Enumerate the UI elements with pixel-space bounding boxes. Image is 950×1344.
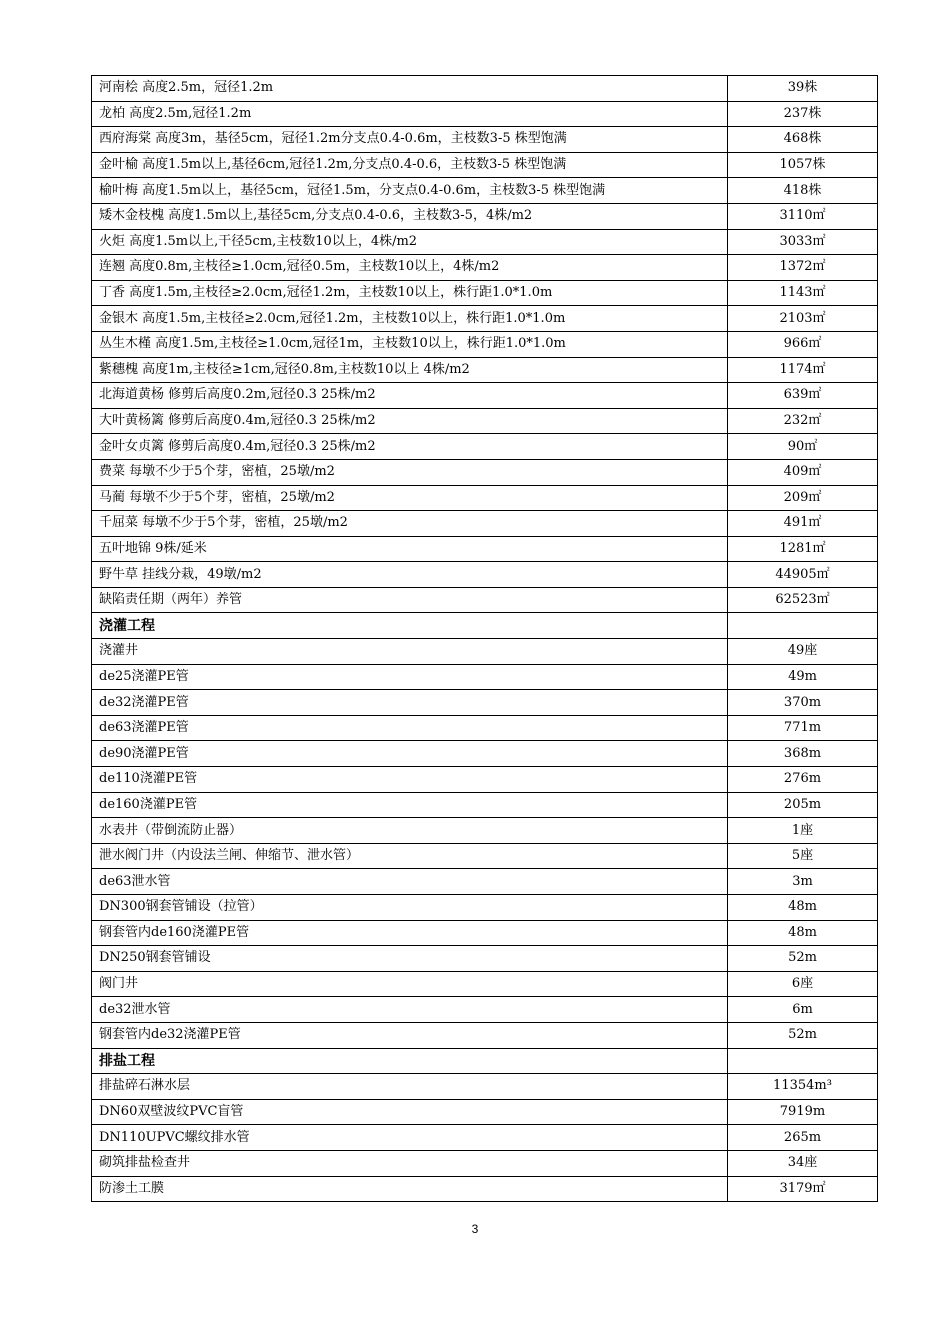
table-row — [92, 767, 878, 793]
item-quantity: 11354m³ — [728, 1074, 878, 1100]
item-quantity: 52m — [728, 1022, 878, 1048]
table-row — [92, 511, 878, 537]
item-description: de63浇灌PE管 — [92, 715, 728, 741]
item-quantity: 3033㎡ — [728, 229, 878, 255]
table-row — [92, 1074, 878, 1100]
item-description: DN300钢套管铺设（拉管） — [92, 895, 728, 921]
item-quantity: 6m — [728, 997, 878, 1023]
table-row — [92, 664, 878, 690]
item-description: 防渗土工膜 — [92, 1176, 728, 1202]
item-quantity: 3179㎡ — [728, 1176, 878, 1202]
table-row — [92, 997, 878, 1023]
item-description: 北海道黄杨 修剪后高度0.2m,冠径0.3 25株/m2 — [92, 383, 728, 409]
table-row — [92, 434, 878, 460]
table-row — [92, 152, 878, 178]
item-quantity: 2103㎡ — [728, 306, 878, 332]
table-row — [92, 715, 878, 741]
item-quantity: 418株 — [728, 178, 878, 204]
table-row — [92, 306, 878, 332]
item-quantity: 7919m — [728, 1099, 878, 1125]
table-row — [92, 690, 878, 716]
item-description: DN110UPVC螺纹排水管 — [92, 1125, 728, 1151]
item-quantity: 368m — [728, 741, 878, 767]
item-description: 缺陷责任期（两年）养管 — [92, 587, 728, 613]
table-row — [92, 895, 878, 921]
item-quantity: 771m — [728, 715, 878, 741]
item-description: 金银木 高度1.5m,主枝径≥2.0cm,冠径1.2m，主枝数10以上，株行距1.0*1.0m — [92, 306, 728, 332]
item-quantity: 209㎡ — [728, 485, 878, 511]
table-row — [92, 971, 878, 997]
item-description: 马蔺 每墩不少于5个芽，密植，25墩/m2 — [92, 485, 728, 511]
item-description: 金叶榆 高度1.5m以上,基径6cm,冠径1.2m,分支点0.4-0.6，主枝数3-5 株型饱满 — [92, 152, 728, 178]
table-row — [92, 229, 878, 255]
table-row — [92, 127, 878, 153]
table-row — [92, 331, 878, 357]
table-row — [92, 178, 878, 204]
table-row — [92, 843, 878, 869]
item-description: 河南桧 高度2.5m，冠径1.2m — [92, 76, 728, 102]
item-quantity: 1174㎡ — [728, 357, 878, 383]
item-quantity: 966㎡ — [728, 331, 878, 357]
table-row — [92, 1099, 878, 1125]
item-description: de32泄水管 — [92, 997, 728, 1023]
item-description: 费菜 每墩不少于5个芽，密植，25墩/m2 — [92, 459, 728, 485]
table-row — [92, 536, 878, 562]
item-quantity: 5座 — [728, 843, 878, 869]
table-row — [92, 459, 878, 485]
item-quantity: 370m — [728, 690, 878, 716]
item-description: 钢套管内de160浇灌PE管 — [92, 920, 728, 946]
item-description: de110浇灌PE管 — [92, 767, 728, 793]
page-number: 3 — [471, 1222, 479, 1236]
item-description: de63泄水管 — [92, 869, 728, 895]
item-description: DN60双壁波纹PVC盲管 — [92, 1099, 728, 1125]
item-description: 金叶女贞篱 修剪后高度0.4m,冠径0.3 25株/m2 — [92, 434, 728, 460]
item-quantity: 3110㎡ — [728, 203, 878, 229]
table-row — [92, 203, 878, 229]
item-quantity: 205m — [728, 792, 878, 818]
item-description: 野牛草 挂线分栽，49墩/m2 — [92, 562, 728, 588]
table-row — [92, 255, 878, 281]
table-row — [92, 869, 878, 895]
item-quantity: 1372㎡ — [728, 255, 878, 281]
item-quantity: 52m — [728, 946, 878, 972]
item-description: 泄水阀门井（内设法兰闸、伸缩节、泄水管） — [92, 843, 728, 869]
item-quantity: 276m — [728, 767, 878, 793]
item-quantity: 639㎡ — [728, 383, 878, 409]
item-quantity: 48m — [728, 895, 878, 921]
section-header-row — [92, 1048, 878, 1074]
item-description: 浇灌井 — [92, 639, 728, 665]
item-quantity: 468株 — [728, 127, 878, 153]
item-quantity: 265m — [728, 1125, 878, 1151]
item-description: de90浇灌PE管 — [92, 741, 728, 767]
table-row — [92, 562, 878, 588]
item-description: 紫穗槐 高度1m,主枝径≥1cm,冠径0.8m,主枝数10以上 4株/m2 — [92, 357, 728, 383]
quantity-table-body — [92, 76, 878, 1202]
item-description: 水表井（带倒流防止器） — [92, 818, 728, 844]
item-description: 千屈菜 每墩不少于5个芽，密植，25墩/m2 — [92, 511, 728, 537]
table-row — [92, 383, 878, 409]
item-quantity: 49m — [728, 664, 878, 690]
item-quantity: 48m — [728, 920, 878, 946]
quantity-table — [91, 75, 878, 1202]
table-row — [92, 101, 878, 127]
item-description: de160浇灌PE管 — [92, 792, 728, 818]
item-quantity: 49座 — [728, 639, 878, 665]
item-description: 阀门井 — [92, 971, 728, 997]
item-description: 榆叶梅 高度1.5m以上，基径5cm，冠径1.5m，分支点0.4-0.6m，主枝数3-5 株型饱满 — [92, 178, 728, 204]
item-description: 丁香 高度1.5m,主枝径≥2.0cm,冠径1.2m，主枝数10以上，株行距1.0*1.0m — [92, 280, 728, 306]
item-quantity — [728, 613, 878, 639]
item-description: 排盐碎石淋水层 — [92, 1074, 728, 1100]
item-quantity: 34座 — [728, 1150, 878, 1176]
item-description: 连翘 高度0.8m,主枝径≥1.0cm,冠径0.5m，主枝数10以上，4株/m2 — [92, 255, 728, 281]
table-row — [92, 408, 878, 434]
table-row — [92, 1125, 878, 1151]
item-quantity: 1座 — [728, 818, 878, 844]
table-row — [92, 280, 878, 306]
item-quantity: 3m — [728, 869, 878, 895]
item-description: 龙柏 高度2.5m,冠径1.2m — [92, 101, 728, 127]
item-description: 火炬 高度1.5m以上,干径5cm,主枝数10以上，4株/m2 — [92, 229, 728, 255]
item-quantity: 39株 — [728, 76, 878, 102]
item-quantity: 62523㎡ — [728, 587, 878, 613]
table-row — [92, 1022, 878, 1048]
table-row — [92, 1176, 878, 1202]
item-description: DN250钢套管铺设 — [92, 946, 728, 972]
table-row — [92, 741, 878, 767]
table-row — [92, 485, 878, 511]
item-description: 西府海棠 高度3m，基径5cm，冠径1.2m分支点0.4-0.6m，主枝数3-5 株型饱满 — [92, 127, 728, 153]
item-quantity: 491㎡ — [728, 511, 878, 537]
item-quantity: 409㎡ — [728, 459, 878, 485]
table-row — [92, 1150, 878, 1176]
table-row — [92, 587, 878, 613]
item-quantity: 6座 — [728, 971, 878, 997]
section-title: 浇灌工程 — [92, 613, 728, 639]
item-quantity: 1057株 — [728, 152, 878, 178]
section-header-row — [92, 613, 878, 639]
item-quantity: 232㎡ — [728, 408, 878, 434]
item-description: 大叶黄杨篱 修剪后高度0.4m,冠径0.3 25株/m2 — [92, 408, 728, 434]
item-quantity: 44905㎡ — [728, 562, 878, 588]
section-title: 排盐工程 — [92, 1048, 728, 1074]
item-quantity: 1281㎡ — [728, 536, 878, 562]
item-quantity: 1143㎡ — [728, 280, 878, 306]
item-description: 矮木金枝槐 高度1.5m以上,基径5cm,分支点0.4-0.6，主枝数3-5，4株/m2 — [92, 203, 728, 229]
item-description: 五叶地锦 9株/延米 — [92, 536, 728, 562]
table-row — [92, 920, 878, 946]
table-row — [92, 639, 878, 665]
table-row — [92, 818, 878, 844]
item-quantity: 90㎡ — [728, 434, 878, 460]
item-description: de32浇灌PE管 — [92, 690, 728, 716]
item-description: 砌筑排盐检查井 — [92, 1150, 728, 1176]
item-quantity — [728, 1048, 878, 1074]
item-quantity: 237株 — [728, 101, 878, 127]
table-row — [92, 357, 878, 383]
item-description: de25浇灌PE管 — [92, 664, 728, 690]
table-row — [92, 946, 878, 972]
item-description: 丛生木槿 高度1.5m,主枝径≥1.0cm,冠径1m，主枝数10以上，株行距1.0*1.0m — [92, 331, 728, 357]
item-description: 钢套管内de32浇灌PE管 — [92, 1022, 728, 1048]
table-row — [92, 792, 878, 818]
table-row — [92, 76, 878, 102]
